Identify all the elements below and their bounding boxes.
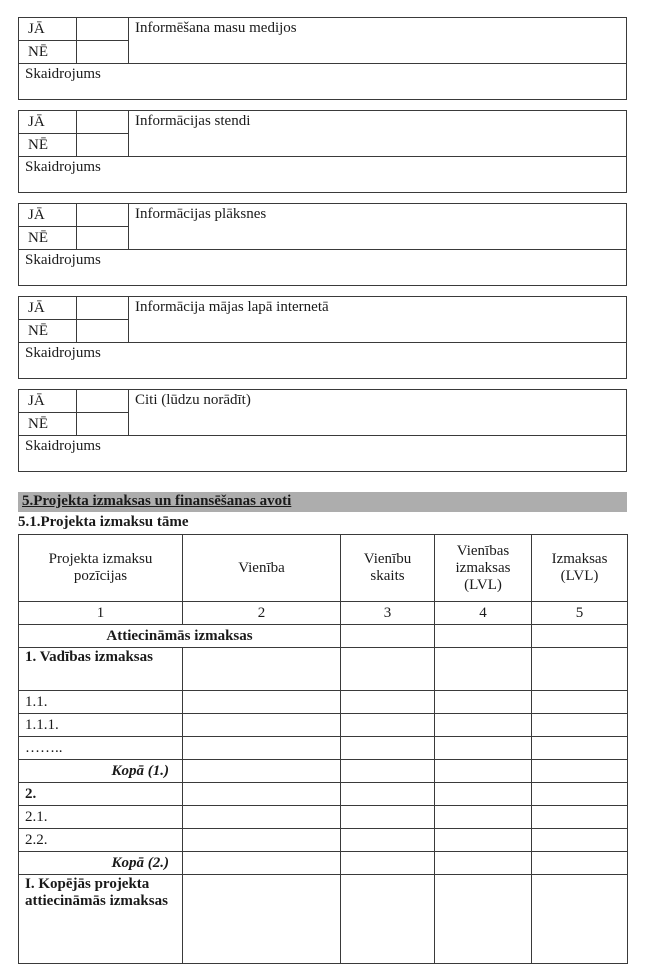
cost-cell[interactable] — [435, 737, 532, 760]
yes-checkbox-cell[interactable] — [77, 297, 129, 320]
cost-cell[interactable] — [183, 737, 341, 760]
publicity-checklist — [18, 17, 627, 472]
cost-cell[interactable] — [532, 737, 628, 760]
cost-row-label: …….. — [19, 737, 183, 760]
no-label: NĒ — [19, 227, 77, 250]
cost-cell[interactable] — [435, 875, 532, 964]
cost-cell[interactable] — [341, 806, 435, 829]
cost-cell[interactable] — [183, 691, 341, 714]
cost-cell[interactable] — [532, 875, 628, 964]
cost-cell[interactable] — [341, 648, 435, 691]
no-checkbox-cell[interactable] — [77, 320, 129, 343]
cost-row-label: 1.1.1. — [19, 714, 183, 737]
explanation-field[interactable]: Skaidrojums — [19, 436, 627, 472]
explanation-field[interactable]: Skaidrojums — [19, 157, 627, 193]
col-header-vienibas-izmaksas: Vienības izmaksas (LVL) — [435, 535, 532, 602]
yes-label: JĀ — [19, 390, 77, 413]
cost-row-label: I. Kopējās projekta attiecināmās izmaksas — [19, 875, 183, 964]
cost-cell[interactable] — [435, 760, 532, 783]
form-page — [18, 17, 627, 964]
cost-cell[interactable] — [435, 783, 532, 806]
no-checkbox-cell[interactable] — [77, 227, 129, 250]
cost-cell[interactable] — [183, 852, 341, 875]
no-label: NĒ — [19, 413, 77, 436]
yes-checkbox-cell[interactable] — [77, 204, 129, 227]
cost-row-kopejas-attiecinamas — [19, 875, 628, 964]
cost-cell[interactable] — [435, 648, 532, 691]
cost-cell[interactable] — [435, 625, 532, 648]
cost-row-vadibas-izmaksas — [19, 648, 628, 691]
cost-cell[interactable] — [341, 852, 435, 875]
cost-row-label: 2.1. — [19, 806, 183, 829]
yes-label: JĀ — [19, 204, 77, 227]
cost-row-2 — [19, 783, 628, 806]
no-checkbox-cell[interactable] — [77, 41, 129, 64]
cost-cell[interactable] — [341, 783, 435, 806]
yes-checkbox-cell[interactable] — [77, 18, 129, 41]
cost-cell[interactable] — [341, 737, 435, 760]
cost-cell[interactable] — [532, 714, 628, 737]
cost-cell[interactable] — [341, 829, 435, 852]
cost-row-2-1 — [19, 806, 628, 829]
cost-row-label: Kopā (2.) — [19, 852, 183, 875]
section-5-1-title: 5.1.Projekta izmaksu tāme — [18, 514, 189, 530]
cost-cell[interactable] — [532, 806, 628, 829]
column-number: 1 — [19, 602, 183, 625]
cost-cell[interactable] — [183, 829, 341, 852]
publicity-block-stendi — [18, 110, 627, 193]
cost-cell[interactable] — [341, 691, 435, 714]
cost-cell[interactable] — [183, 783, 341, 806]
cost-cell[interactable] — [532, 625, 628, 648]
cost-cell[interactable] — [532, 783, 628, 806]
publicity-block-majas-lapa — [18, 296, 627, 379]
publicity-option-label: Informācijas plāksnes — [129, 204, 627, 250]
no-label: NĒ — [19, 320, 77, 343]
cost-row-label: Kopā (1.) — [19, 760, 183, 783]
column-number: 3 — [341, 602, 435, 625]
cost-row-1-1 — [19, 691, 628, 714]
col-header-izmaksas: Izmaksas (LVL) — [532, 535, 628, 602]
cost-cell[interactable] — [435, 829, 532, 852]
cost-cell[interactable] — [341, 625, 435, 648]
yes-checkbox-cell[interactable] — [77, 111, 129, 134]
explanation-field[interactable]: Skaidrojums — [19, 343, 627, 379]
cost-cell[interactable] — [341, 875, 435, 964]
cost-cell[interactable] — [183, 714, 341, 737]
yes-checkbox-cell[interactable] — [77, 390, 129, 413]
column-number-row — [19, 602, 628, 625]
no-label: NĒ — [19, 41, 77, 64]
cost-row-label: 1.1. — [19, 691, 183, 714]
cost-cell[interactable] — [183, 760, 341, 783]
group-header-label: Attiecināmās izmaksas — [19, 625, 341, 648]
cost-cell[interactable] — [435, 806, 532, 829]
publicity-option-label: Informēšana masu medijos — [129, 18, 627, 64]
cost-cell[interactable] — [341, 760, 435, 783]
publicity-option-label: Informācijas stendi — [129, 111, 627, 157]
cost-row-kopa-1 — [19, 760, 628, 783]
cost-cell[interactable] — [183, 875, 341, 964]
cost-cell[interactable] — [183, 648, 341, 691]
col-header-pozicijas: Projekta izmaksu pozīcijas — [19, 535, 183, 602]
cost-table-header-row — [19, 535, 628, 602]
cost-row-kopa-2 — [19, 852, 628, 875]
publicity-block-citi — [18, 389, 627, 472]
no-checkbox-cell[interactable] — [77, 134, 129, 157]
publicity-option-label: Citi (lūdzu norādīt) — [129, 390, 627, 436]
cost-cell[interactable] — [532, 760, 628, 783]
cost-cell[interactable] — [532, 691, 628, 714]
cost-cell[interactable] — [435, 691, 532, 714]
cost-estimate-table — [18, 534, 628, 964]
cost-cell[interactable] — [532, 852, 628, 875]
cost-cell[interactable] — [183, 806, 341, 829]
explanation-field[interactable]: Skaidrojums — [19, 64, 627, 100]
cost-row-label: 2.2. — [19, 829, 183, 852]
publicity-option-label: Informācija mājas lapā internetā — [129, 297, 627, 343]
cost-cell[interactable] — [435, 852, 532, 875]
explanation-field[interactable]: Skaidrojums — [19, 250, 627, 286]
yes-label: JĀ — [19, 18, 77, 41]
yes-label: JĀ — [19, 111, 77, 134]
no-label: NĒ — [19, 134, 77, 157]
yes-label: JĀ — [19, 297, 77, 320]
cost-row-label: 2. — [19, 783, 183, 806]
column-number: 5 — [532, 602, 628, 625]
group-header-row — [19, 625, 628, 648]
publicity-block-plaksnes — [18, 203, 627, 286]
cost-cell[interactable] — [532, 829, 628, 852]
cost-cell[interactable] — [435, 714, 532, 737]
no-checkbox-cell[interactable] — [77, 413, 129, 436]
cost-row-2-2 — [19, 829, 628, 852]
col-header-vienibu-skaits: Vienību skaits — [341, 535, 435, 602]
publicity-block-masu-mediji — [18, 17, 627, 100]
section-5-header — [18, 492, 627, 512]
column-number: 4 — [435, 602, 532, 625]
cost-row-1-1-1 — [19, 714, 628, 737]
cost-cell[interactable] — [341, 714, 435, 737]
cost-cell[interactable] — [532, 648, 628, 691]
col-header-vieniba: Vienība — [183, 535, 341, 602]
cost-row-label: 1. Vadības izmaksas — [19, 648, 183, 691]
cost-row-dots — [19, 737, 628, 760]
section-5-title: 5.Projekta izmaksas un finansēšanas avoti — [22, 493, 292, 509]
column-number: 2 — [183, 602, 341, 625]
